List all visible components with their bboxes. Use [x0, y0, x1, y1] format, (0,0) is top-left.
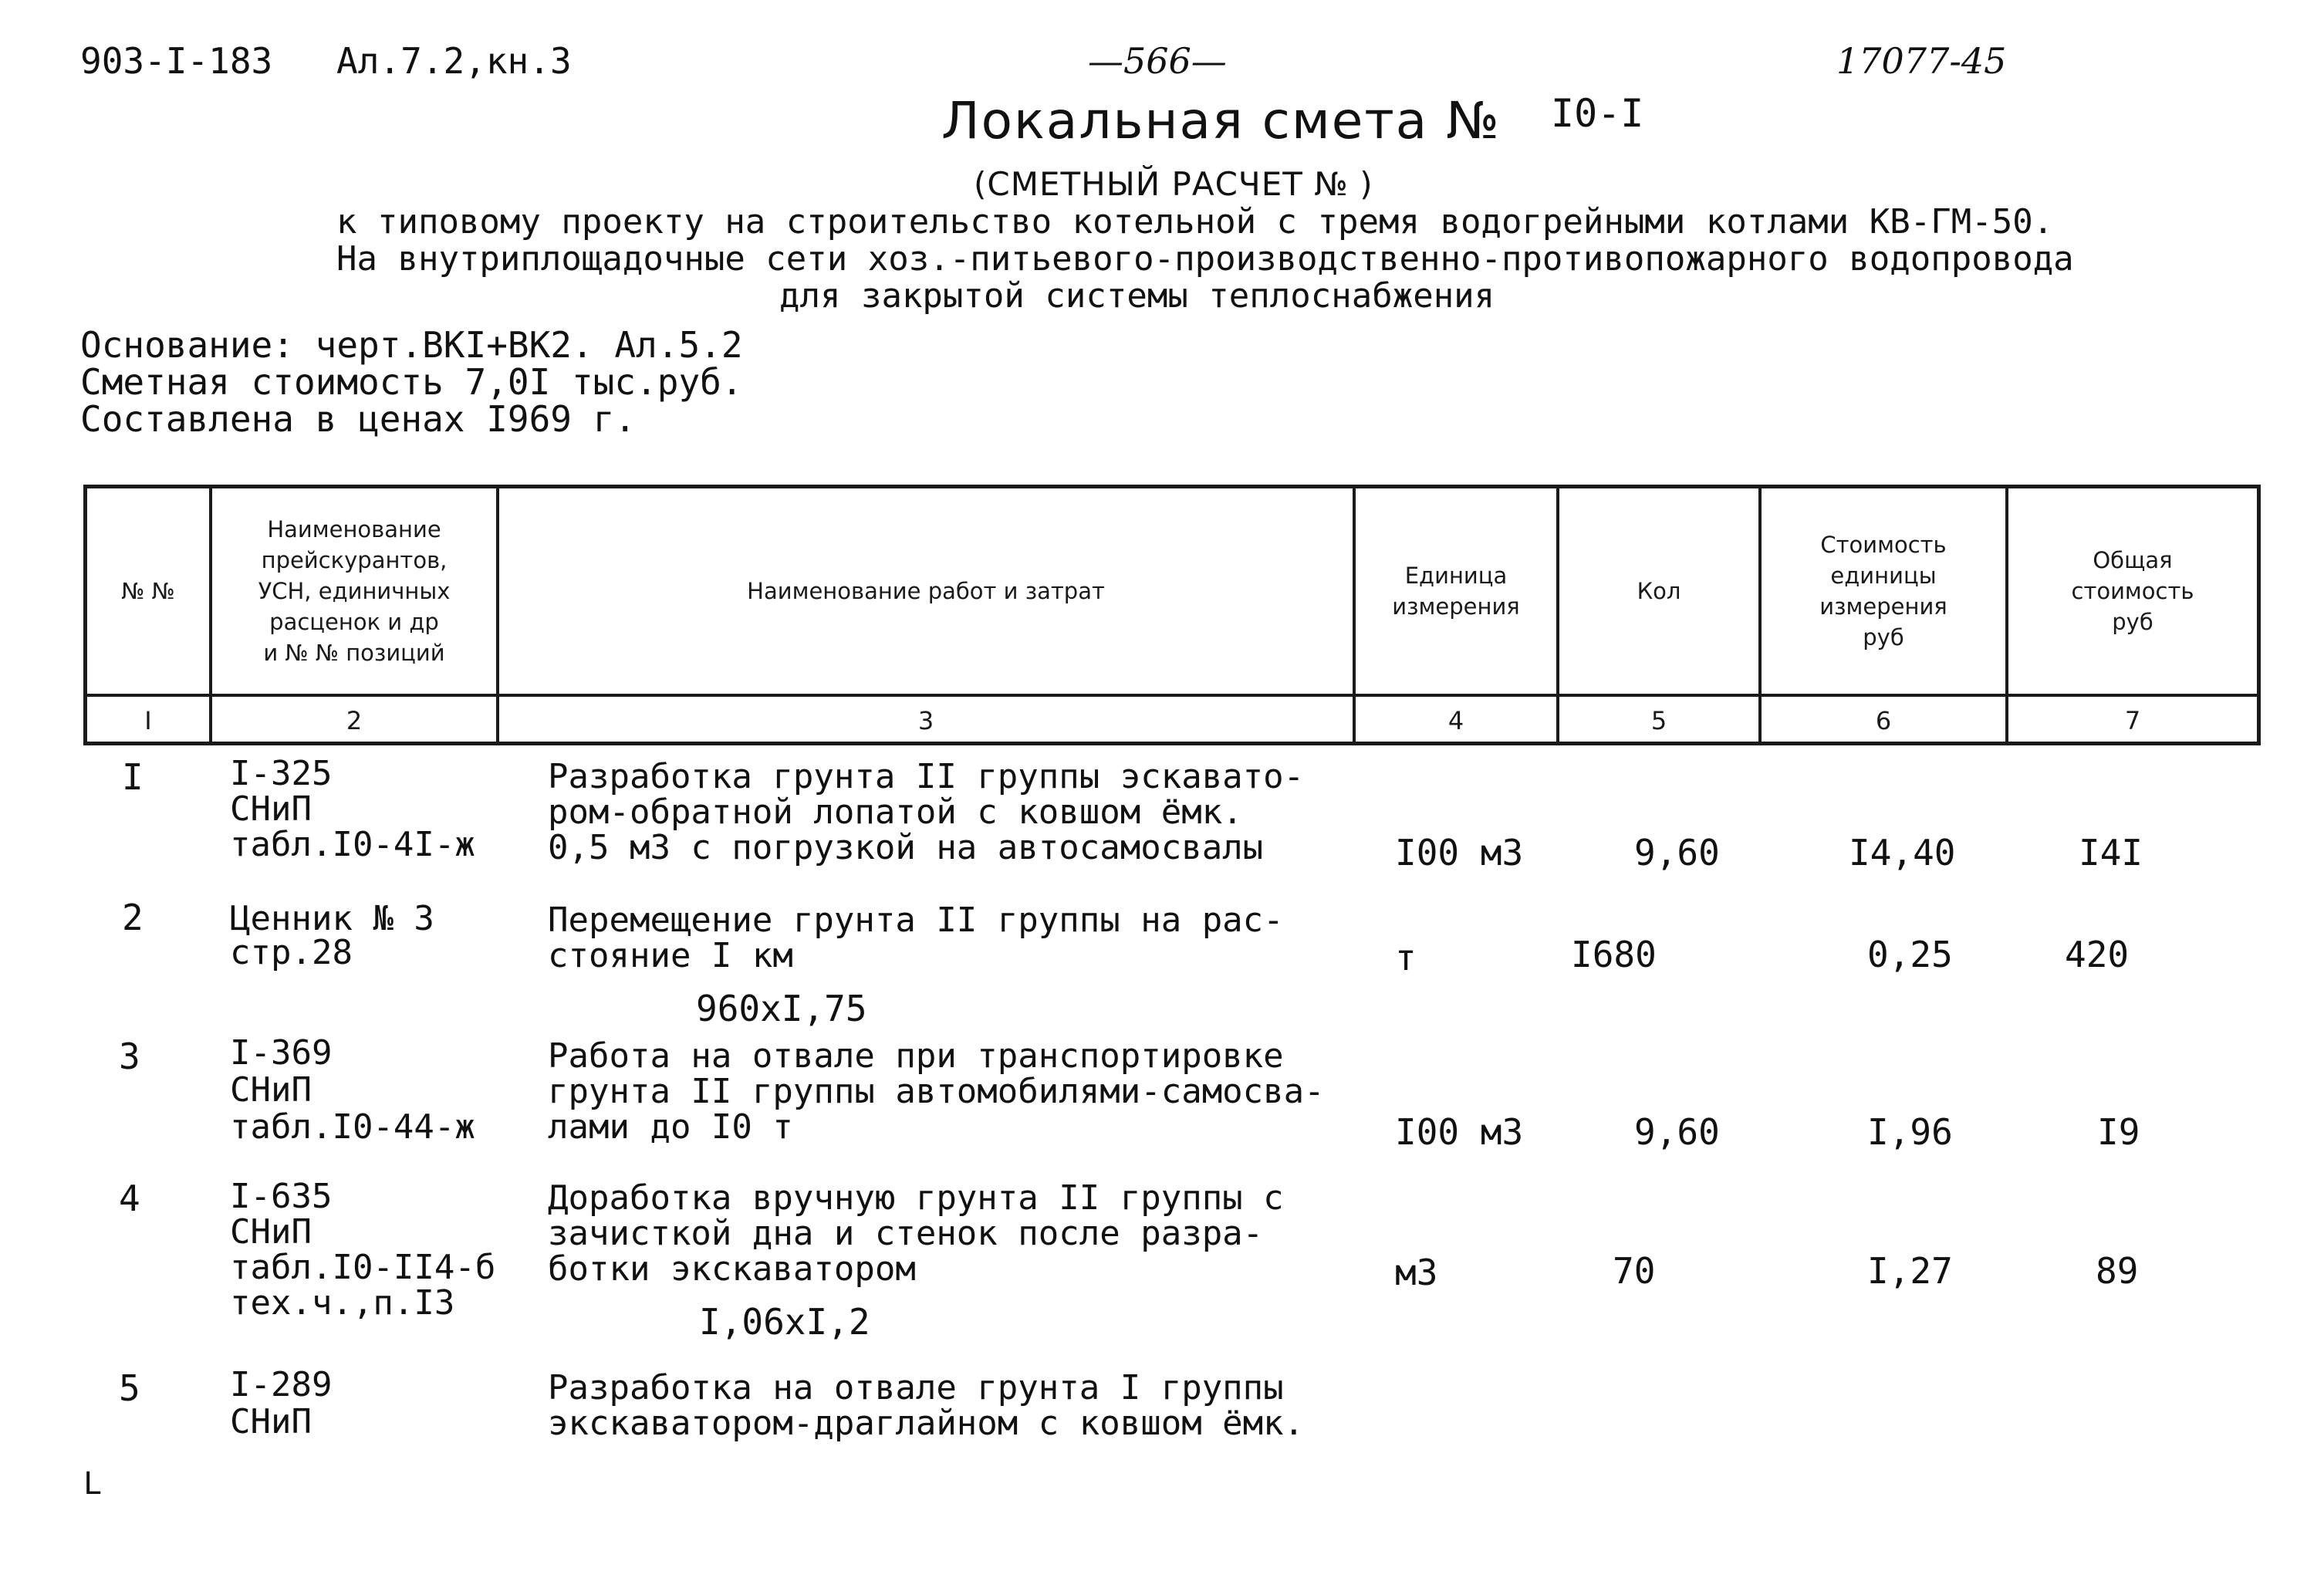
row-total-cost: 89 [2096, 1250, 2139, 1292]
column-header-work: Наименование работ и затрат [747, 578, 1105, 604]
row-number: 4 [119, 1178, 140, 1219]
row-work-line: ботки экскаватором [548, 1249, 916, 1289]
row-reference: I-289 [230, 1365, 333, 1404]
row-work-line: Разработка на отвале грунта I группы [548, 1368, 1284, 1407]
row-work-line: Доработка вручную грунта II группы с [548, 1178, 1284, 1218]
page-number: —566— [1088, 40, 1227, 82]
row-reference: Ценник № 3 [230, 899, 434, 938]
estimated-cost-line: Сметная стоимость 7,0I тыс.руб. [80, 361, 743, 403]
column-header-quantity: Кол [1637, 578, 1681, 604]
column-header-unit-cost: Стоимость единицы измерения руб [1819, 532, 1947, 651]
row-total-cost: I9 [2097, 1111, 2140, 1153]
row-reference: табл.I0-II4-б [230, 1248, 496, 1287]
document-code: 903-I-183 [80, 40, 273, 82]
row-reference: I-325 [230, 754, 333, 793]
row-formula: I,06хI,2 [699, 1301, 870, 1343]
row-unit-cost: I4,40 [1849, 832, 1956, 874]
estimate-number: I0-I [1551, 91, 1644, 136]
row-reference: СНиП [230, 1212, 312, 1252]
row-reference: табл.I0-4I-ж [230, 825, 475, 864]
row-work-line: Работа на отвале при транспортировке [548, 1036, 1284, 1076]
column-header-unit: Единица измерения [1392, 563, 1520, 620]
column-number: 6 [1875, 706, 1892, 735]
row-formula: 960хI,75 [696, 988, 867, 1029]
row-work-line: Разработка грунта II группы эскавато- [548, 757, 1305, 796]
column-header-reference: Наименование прейскурантов, УСН, единичных расценок и др и № № позиций [258, 516, 451, 666]
row-quantity: 9,60 [1634, 832, 1720, 874]
page-subtitle: (СМЕТНЫЙ РАСЧЕТ № ) [974, 165, 1373, 203]
column-number: 7 [2124, 706, 2141, 735]
row-reference: I-635 [230, 1177, 333, 1216]
row-total-cost: I4I [2079, 832, 2143, 874]
row-quantity: I680 [1571, 934, 1657, 975]
row-work-line: грунта II группы автомобилями-самосва- [548, 1072, 1325, 1111]
price-level-line: Составлена в ценах I969 г. [80, 398, 637, 440]
description-line: На внутриплощадочные сети хоз.-питьевого-производственно-противопожарного водопровода [336, 239, 2074, 279]
row-work-line: Перемещение грунта II группы на рас- [548, 901, 1284, 940]
row-unit: I00 м3 [1395, 832, 1524, 874]
row-reference: табл.I0-44-ж [230, 1107, 475, 1147]
row-work-line: 0,5 м3 с погрузкой на автосамосвалы [548, 828, 1264, 867]
column-header-total-cost: Общая стоимость руб [2071, 547, 2194, 635]
row-number: 3 [119, 1036, 140, 1077]
row-unit: I00 м3 [1395, 1111, 1524, 1153]
table-header [83, 485, 2261, 745]
row-number: 2 [122, 897, 144, 938]
row-reference: тех.ч.,п.I3 [230, 1283, 455, 1323]
column-header-no: № № [121, 578, 175, 604]
row-unit: м3 [1395, 1252, 1438, 1293]
row-reference: I-369 [230, 1033, 333, 1073]
row-quantity: 9,60 [1634, 1111, 1720, 1153]
row-total-cost: 420 [2065, 934, 2130, 975]
column-number: 3 [917, 706, 934, 735]
corner-mark: L [83, 1466, 103, 1502]
row-unit-cost: I,27 [1867, 1250, 1953, 1292]
registration-number: 17077-45 [1836, 40, 2007, 82]
row-work-line: стояние I км [548, 936, 793, 975]
column-number: 5 [1650, 706, 1667, 735]
row-work-line: экскаватором-драглайном с ковшом ёмк. [548, 1404, 1305, 1443]
row-reference: СНиП [230, 789, 312, 829]
description-line: для закрытой системы теплоснабжения [779, 276, 1495, 316]
row-number: 5 [119, 1367, 140, 1409]
album-reference: Ал.7.2,кн.3 [336, 40, 572, 82]
row-work-line: зачисткой дна и стенок после разра- [548, 1214, 1264, 1253]
row-reference: СНиП [230, 1402, 312, 1441]
row-number: I [122, 756, 144, 798]
row-reference: стр.28 [230, 933, 353, 972]
basis-line: Основание: черт.ВКI+ВК2. Ал.5.2 [80, 324, 743, 366]
row-work-line: лами до I0 т [548, 1107, 793, 1147]
row-unit-cost: I,96 [1867, 1111, 1953, 1153]
row-reference: СНиП [230, 1070, 312, 1110]
row-work-line: ром-обратной лопатой с ковшом ёмк. [548, 792, 1243, 832]
description-line: к типовому проекту на строительство котельной с тремя водогрейными котлами КВ-ГМ-50. [336, 202, 2054, 242]
column-number: I [144, 706, 152, 735]
column-number: 2 [346, 706, 363, 735]
row-quantity: 70 [1613, 1250, 1656, 1292]
page-title: Локальная смета № [941, 91, 1501, 150]
row-unit-cost: 0,25 [1867, 934, 1953, 975]
column-number: 4 [1447, 706, 1464, 735]
row-unit: т [1395, 937, 1417, 978]
